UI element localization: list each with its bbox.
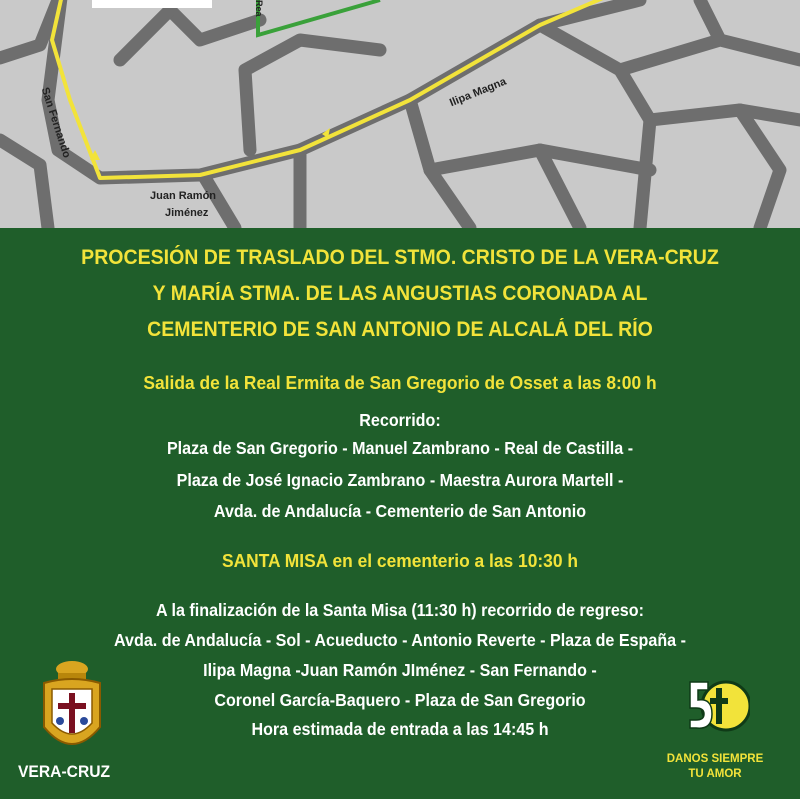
title-line-1: PROCESIÓN DE TRASLADO DEL STMO. CRISTO DE LA VERA-CRUZ xyxy=(81,246,719,269)
street-label-real: Rea xyxy=(254,0,264,17)
title-line-3: CEMENTERIO DE SAN ANTONIO DE ALCALÁ DEL RÍO xyxy=(147,318,653,341)
return-line-2: Avda. de Andalucía - Sol - Acueducto - Antonio Reverte - Plaza de España - xyxy=(114,630,686,650)
title-line-2: Y MARÍA STMA. DE LAS ANGUSTIAS CORONADA AL xyxy=(152,282,648,305)
return-line-5: Hora estimada de entrada a las 14:45 h xyxy=(251,719,549,739)
street-label-jimenez: Jiménez xyxy=(165,207,209,219)
route-map xyxy=(0,0,800,228)
mass-info: SANTA MISA en el cementerio a las 10:30 h xyxy=(222,550,578,571)
return-line-3: Ilipa Magna -Juan Ramón JIménez - San Fernando - xyxy=(203,660,597,680)
route-heading: Recorrido: xyxy=(359,410,441,430)
route-line-3: Avda. de Andalucía - Cementerio de San Antonio xyxy=(213,501,587,521)
anniversary-50-logo-icon xyxy=(686,676,750,736)
street-label-juan-ramon: Juan Ramón xyxy=(150,190,217,202)
coat-of-arms-icon xyxy=(36,657,108,761)
street-label-ilipa-magna: Ilipa Magna xyxy=(448,75,509,110)
map-streets xyxy=(0,0,800,228)
route-line-2: Plaza de José Ignacio Zambrano - Maestra Aurora Martell - xyxy=(176,470,624,490)
departure-info: Salida de la Real Ermita de San Gregorio de Osset a las 8:00 h xyxy=(143,372,657,393)
route-line-1: Plaza de San Gregorio - Manuel Zambrano - Real de Castilla - xyxy=(166,438,634,458)
street-label-san-fernando: San Fernando xyxy=(38,86,73,160)
slogan-line-2: TU AMOR xyxy=(688,768,742,780)
brand-name-vera-cruz: VERA-CRUZ xyxy=(18,762,111,781)
slogan-line-1: DANOS SIEMPRE xyxy=(666,753,764,765)
return-line-4: Coronel García-Baquero - Plaza de San Gregorio xyxy=(214,690,586,710)
return-line-1: A la finalización de la Santa Misa (11:30 h) recorrido de regreso: xyxy=(156,600,644,620)
